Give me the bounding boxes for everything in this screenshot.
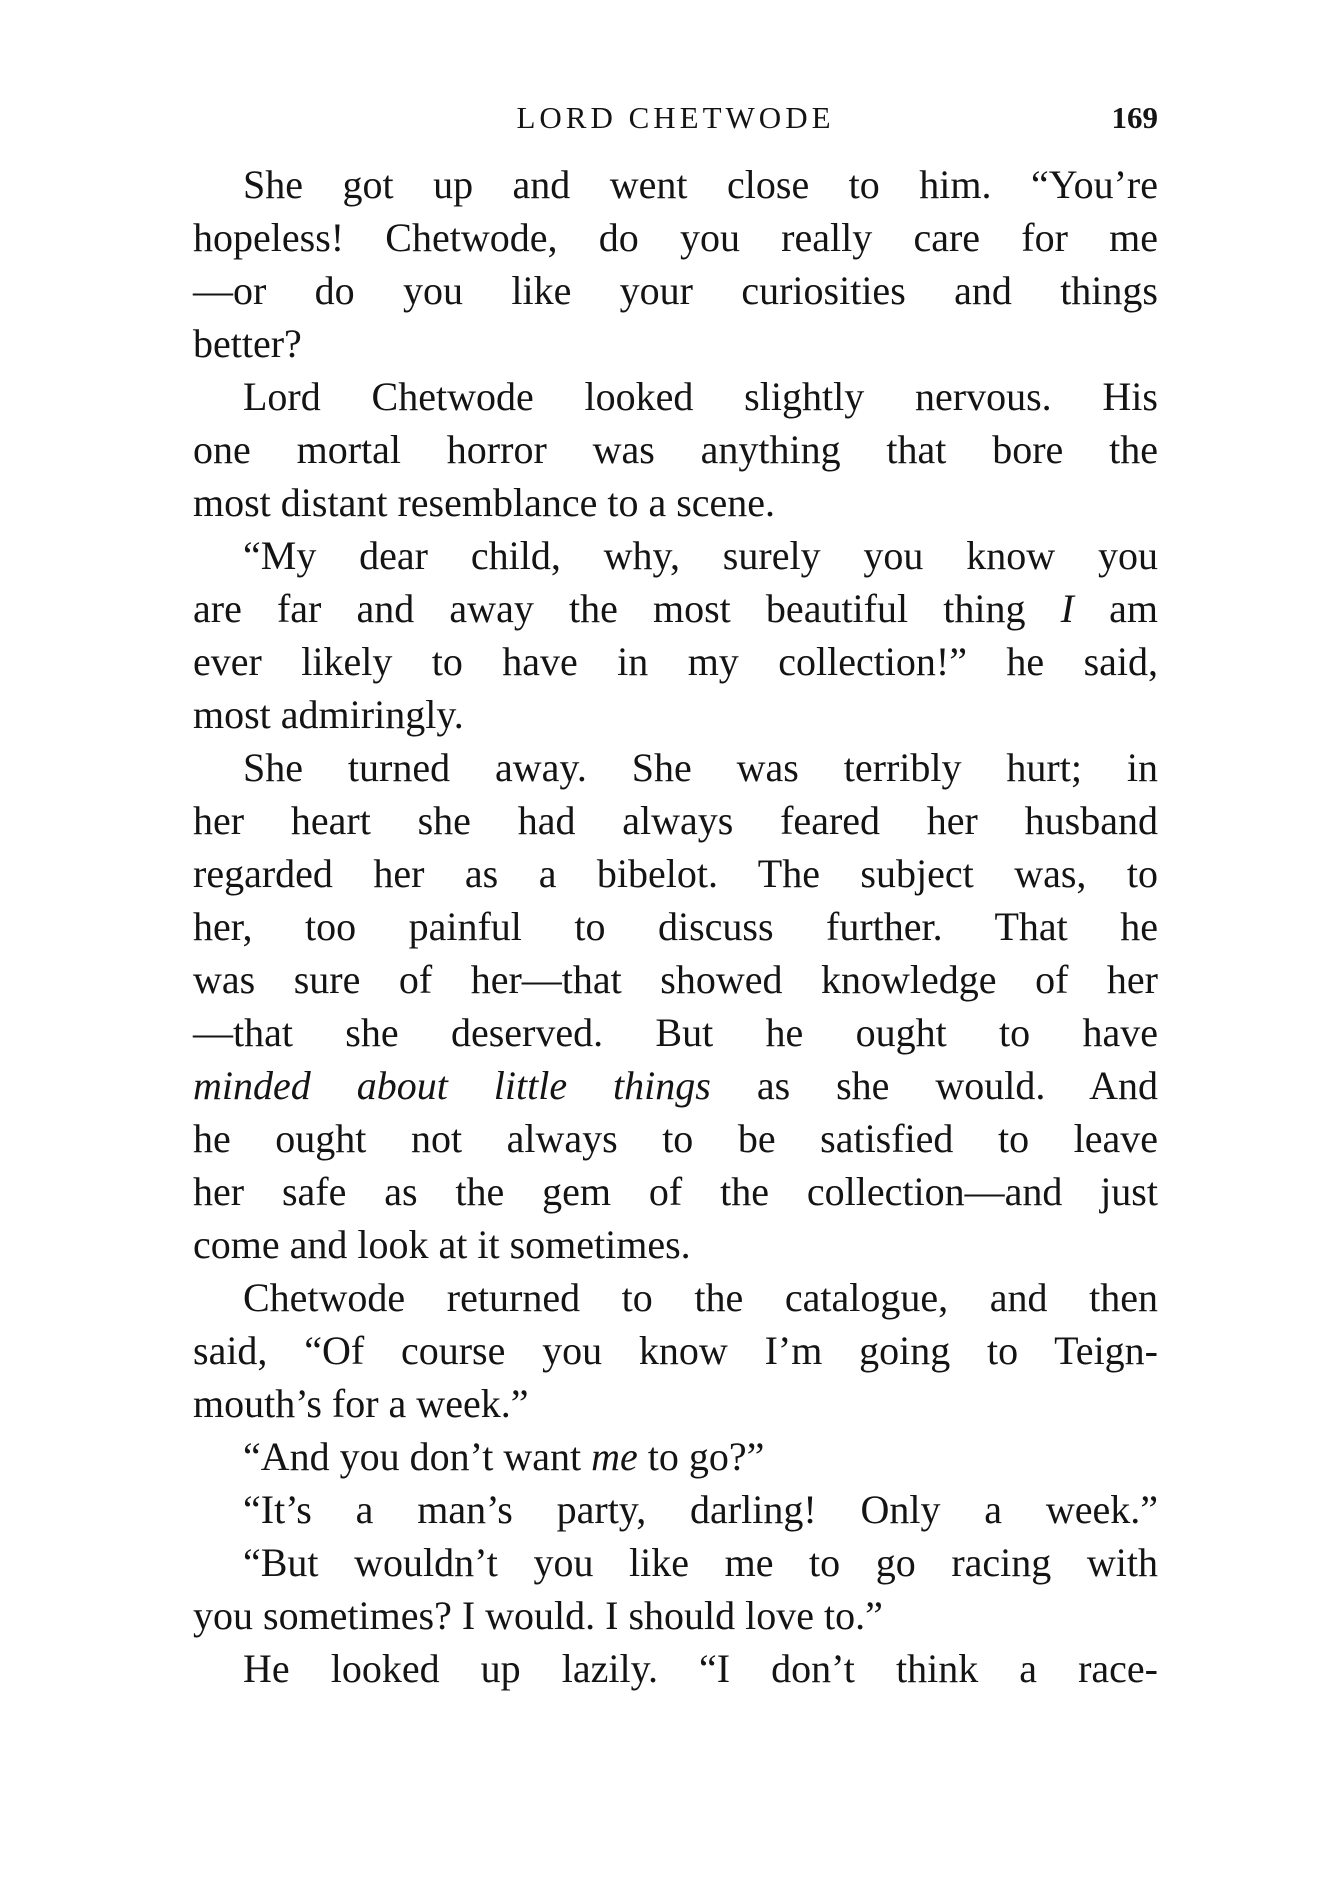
text-line: Lord Chetwode looked slightly nervous. His: [243, 374, 1158, 419]
paragraph: [193, 1271, 1158, 1430]
text-line: Chetwode returned to the catalogue, and then: [243, 1275, 1158, 1320]
text-line: most distant resemblance to a scene.: [193, 480, 776, 525]
italic-text: me: [591, 1434, 638, 1479]
text-line: most admiringly.: [193, 692, 464, 737]
italic-text: minded about little things: [193, 1063, 711, 1108]
text-line: come and look at it sometimes.: [193, 1222, 691, 1267]
text-line: better?: [193, 321, 302, 366]
italic-text: I: [1060, 586, 1074, 631]
text-line: he ought not always to be satisfied to leave: [193, 1116, 1158, 1161]
text-line: you sometimes? I would. I should love to.”: [193, 1593, 883, 1638]
text-line: She turned away. She was terribly hurt; in: [243, 745, 1158, 790]
text-line: ever likely to have in my collection!” he said,: [193, 639, 1158, 684]
paragraph: [193, 158, 1158, 370]
text-line: “My dear child, why, surely you know you: [243, 533, 1158, 578]
text-line: was sure of her—that showed knowledge of her: [193, 957, 1158, 1002]
text-line: “And you don’t want me to go?”: [243, 1434, 765, 1479]
text-line: —or do you like your curiosities and things: [193, 268, 1158, 313]
text-line: her heart she had always feared her husband: [193, 798, 1158, 843]
text-line: —that she deserved. But he ought to have: [193, 1010, 1158, 1055]
text-line: He looked up lazily. “I don’t think a race-: [243, 1646, 1158, 1691]
text-line: one mortal horror was anything that bore the: [193, 427, 1158, 472]
paragraph: [193, 1642, 1158, 1695]
text-line: She got up and went close to him. “You’re: [243, 162, 1158, 207]
body-text: [193, 158, 1158, 1695]
text-line: her, too painful to discuss further. That he: [193, 904, 1158, 949]
text-line: mouth’s for a week.”: [193, 1381, 529, 1426]
paragraph: [193, 741, 1158, 1271]
running-head: [193, 96, 1158, 140]
page-number: 169: [1111, 100, 1158, 135]
text-line: “But wouldn’t you like me to go racing with: [243, 1540, 1158, 1585]
paragraph: [193, 529, 1158, 741]
text-line: are far and away the most beautiful thing I am: [193, 586, 1158, 631]
text-line: “It’s a man’s party, darling! Only a week.”: [243, 1487, 1158, 1532]
text-line: hopeless! Chetwode, do you really care for me: [193, 215, 1158, 260]
running-title: LORD CHETWODE: [516, 100, 835, 135]
text-line: regarded her as a bibelot. The subject was, to: [193, 851, 1158, 896]
text-line: her safe as the gem of the collection—and just: [193, 1169, 1158, 1214]
text-line: said, “Of course you know I’m going to Teign-: [193, 1328, 1158, 1373]
paragraph: [193, 1536, 1158, 1642]
text-line: minded about little things as she would. And: [193, 1063, 1159, 1108]
paragraph: [193, 1430, 1158, 1483]
paragraph: [193, 370, 1158, 529]
paragraph: [193, 1483, 1158, 1536]
